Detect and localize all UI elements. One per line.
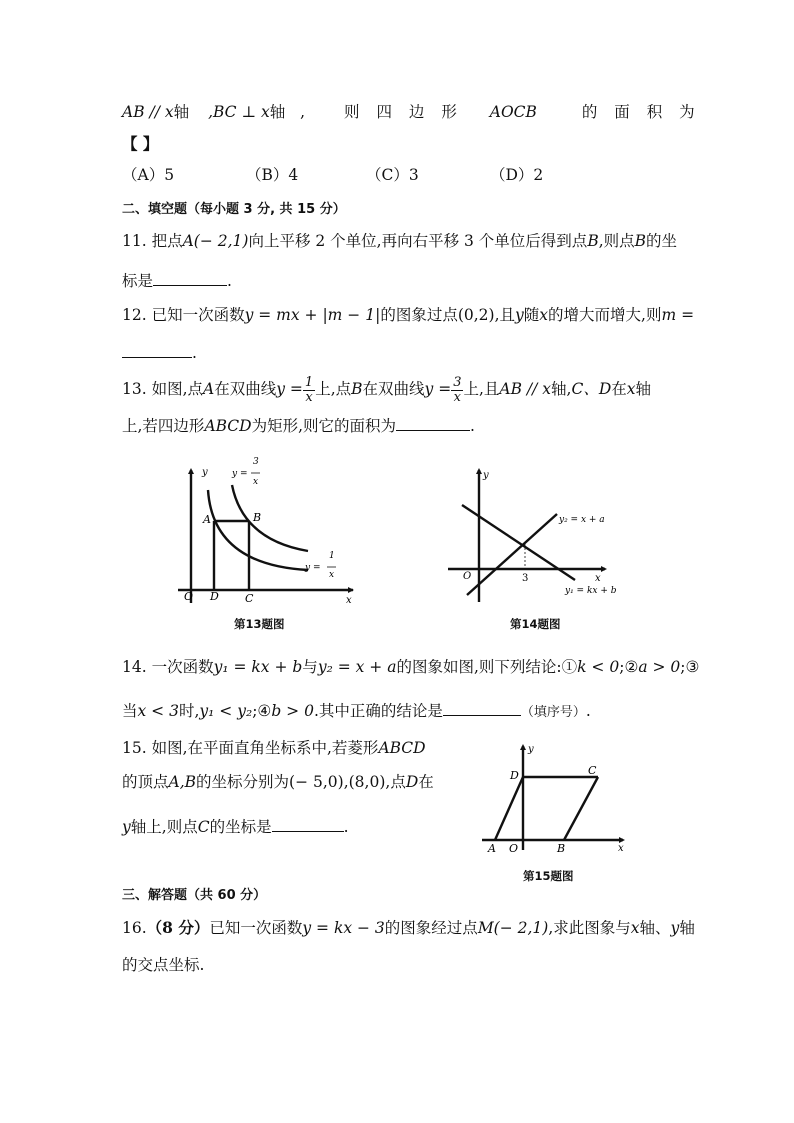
figure-15 <box>478 738 628 858</box>
q10-ab-parallel: AB // x <box>122 103 174 121</box>
fig13-curve-y-3-over-x <box>232 485 308 551</box>
fig13-label-c: C <box>245 592 254 605</box>
option-c: （C）3 <box>366 166 419 184</box>
q15-line3: y轴上,则点C的坐标是 . <box>122 815 349 837</box>
fig13-curve-top-num: 3 <box>253 457 259 467</box>
q11-line1: 11. 把点A(− 2,1)向上平移 2 个单位,再向右平移 3 个单位后得到点B,则点B的坐 <box>122 232 678 250</box>
q12-line2: . <box>122 341 197 363</box>
q13-answer-blank[interactable] <box>396 414 470 431</box>
q10-bc-perp: ,BC ⊥ x <box>208 103 270 121</box>
fig14-label-o: O <box>463 571 472 582</box>
q11-answer-blank[interactable] <box>153 269 227 286</box>
fig13-curve-bot-lhs: y = <box>305 563 321 573</box>
q15-line1: 15. 如图,在平面直角坐标系中,若菱形ABCD <box>122 739 426 757</box>
fig14-x-arrow <box>601 566 607 572</box>
q16-line1: 16.（8 分）已知一次函数y = kx − 3的图象经过点M(− 2,1),求此图象与x轴、y轴 <box>122 918 695 937</box>
option-b: （B）4 <box>246 166 299 184</box>
q13-line2: 上,若四边形ABCD为矩形,则它的面积为 . <box>122 414 475 436</box>
fig15-label-b: B <box>557 842 566 855</box>
fig15-side-cb <box>564 777 598 840</box>
option-d: （D）2 <box>490 166 544 184</box>
q14-line1: 14. 一次函数y₁ = kx + b与y₂ = x + a的图象如图,则下列结论:①k < 0;②a > 0;③ <box>122 658 700 676</box>
fig15-label-c: C <box>588 764 597 777</box>
answer-bracket: 【 】 <box>122 134 159 153</box>
q16-line2: 的交点坐标. <box>122 956 205 974</box>
fig15-label-o: O <box>509 842 519 855</box>
q13-fraction-3-over-x: $\frac{3}{x}$ <box>453 374 462 405</box>
fig15-y-label: y <box>528 744 534 755</box>
section-2-title: 二、填空题（每小题 3 分, 共 15 分） <box>122 202 346 217</box>
q14-line2: 当x < 3时,y₁ < y₂;④b > 0.其中正确的结论是 （填序号）. <box>122 699 591 723</box>
fig13-y-arrow <box>188 468 194 474</box>
fig13-label-d: D <box>210 590 219 603</box>
fig13-caption: 第13题图 <box>234 617 285 631</box>
fig13-y-label: y <box>202 467 208 478</box>
figure-14 <box>445 462 620 612</box>
q10-options <box>122 165 543 185</box>
fig14-y-label: y <box>483 470 489 481</box>
section-3-title: 三、解答题（共 60 分） <box>122 888 267 903</box>
fig13-x-arrow <box>348 587 354 593</box>
q15-line2: 的顶点A,B的坐标分别为(− 5,0),(8,0),点D在 <box>122 773 434 791</box>
q11-line2: 标是 . <box>122 269 232 291</box>
fig13-curve-bot-num: 1 <box>329 551 335 561</box>
fig14-caption: 第14题图 <box>510 617 561 631</box>
q12-line1: 12. 已知一次函数y = mx + |m − 1|的图象过点(0,2),且y随x的增大而增大,则m = <box>122 306 695 324</box>
fig14-tick-3: 3 <box>522 573 529 584</box>
fig15-label-a: A <box>488 842 496 855</box>
q13-fraction-1-over-x: $\frac{1}{x}$ <box>304 374 314 405</box>
fig14-line-y2 <box>467 514 557 595</box>
fig15-label-d: D <box>510 769 519 782</box>
fig14-label-y2: y₂ = x + a <box>559 515 605 525</box>
fig15-x-label: x <box>618 843 624 854</box>
q12-answer-blank[interactable] <box>122 341 192 358</box>
fig13-x-label: x <box>346 595 352 606</box>
figure-13 <box>168 455 368 610</box>
q13-line1: 13. 如图,点A在双曲线y = $\frac{1}{x}$ 上,点B在双曲线y = $\frac{3}{x}$ 上,且AB // x轴,C、D在x轴 <box>122 374 652 405</box>
fig13-curve-bot-den: x <box>329 570 335 580</box>
fig14-label-y1: y₁ = kx + b <box>565 586 617 596</box>
q10-line1: AB // x轴 ,BC ⊥ x轴 , 则 四 边 形 AOCB 的 面 积 为 <box>122 103 701 121</box>
option-a: （A）5 <box>122 166 175 184</box>
q15-answer-blank[interactable] <box>272 815 344 832</box>
fig15-y-arrow <box>520 744 526 750</box>
fig14-x-label: x <box>595 573 601 584</box>
fig13-curve-top-lhs: y = <box>232 469 248 479</box>
fig13-curve-top-den: x <box>253 477 259 487</box>
fig15-caption: 第15题图 <box>523 869 574 883</box>
fig13-label-b: B <box>253 511 262 524</box>
fig14-y-arrow <box>476 468 482 474</box>
fig13-label-o: O <box>184 590 194 603</box>
fig15-side-ad <box>495 777 523 840</box>
fig13-label-a: A <box>203 513 211 526</box>
q14-answer-blank[interactable] <box>443 699 521 716</box>
